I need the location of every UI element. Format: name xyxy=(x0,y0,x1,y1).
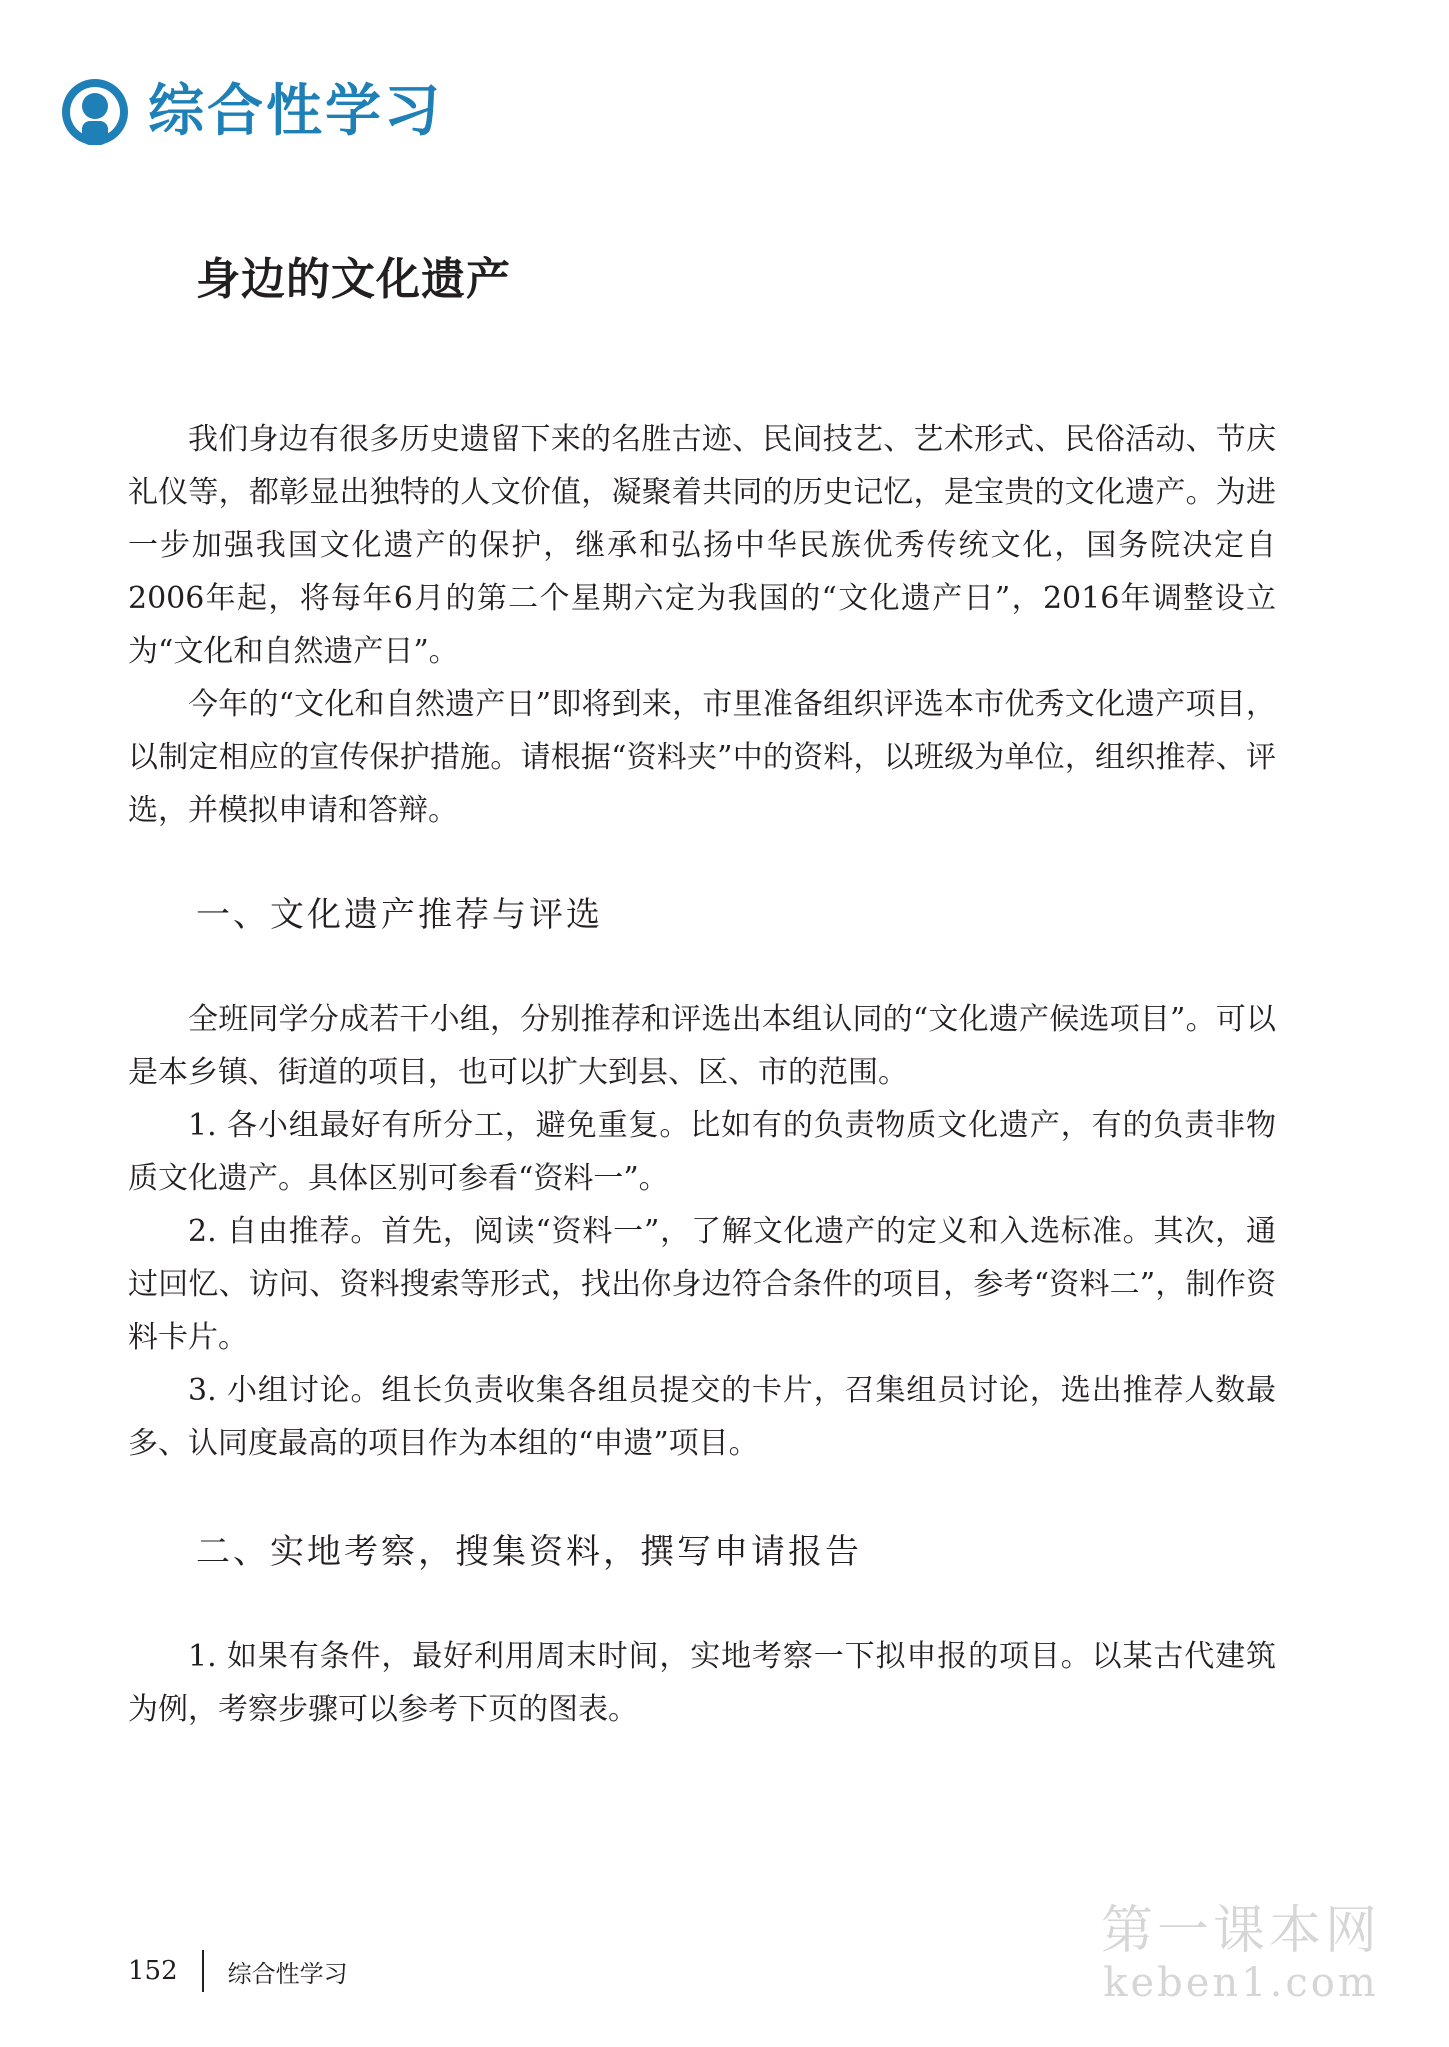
header-title: 综合性学习 xyxy=(148,79,443,144)
intro-section xyxy=(128,413,1276,837)
page-number: 152 xyxy=(128,1956,178,1986)
section-heading: 一、文化遗产推荐与评选 xyxy=(196,895,603,935)
page-header xyxy=(60,72,443,152)
section-body xyxy=(128,993,1276,1470)
section-paragraph: 2. 自由推荐。首先，阅读“资料一”，了解文化遗产的定义和入选标准。其次，通过回忆、访问、资料搜索等形式，找出你身边符合条件的项目，参考“资料二”，制作资料卡片。 xyxy=(128,1214,1276,1355)
section-paragraph: 1. 如果有条件，最好利用周末时间，实地考察一下拟申报的项目。以某古代建筑为例，考察步骤可以参考下页的图表。 xyxy=(128,1639,1276,1727)
watermark xyxy=(1100,1901,1381,2006)
section-heading: 二、实地考察，搜集资料，撰写申请报告 xyxy=(196,1532,862,1572)
section-paragraph: 1. 各小组最好有所分工，避免重复。比如有的负责物质文化遗产，有的负责非物质文化遗产。具体区别可参看“资料一”。 xyxy=(128,1108,1276,1196)
watermark-en: keben1.com xyxy=(1103,1960,1379,2006)
page-title: 身边的文化遗产 xyxy=(196,254,511,305)
intro-paragraph: 我们身边有很多历史遗留下来的名胜古迹、民间技艺、艺术形式、民俗活动、节庆礼仪等，都彰显出独特的人文价值，凝聚着共同的历史记忆，是宝贵的文化遗产。为进一步加强我国文化遗产的保护，继承和弘扬中华民族优秀传统文化，国务院决定自2006年起，将每年6月的第二个星期六定为我国的“文化遗产日”，2016年调整设立为“文化和自然遗产日”。 xyxy=(128,422,1276,669)
intro-paragraph: 今年的“文化和自然遗产日”即将到来，市里准备组织评选本市优秀文化遗产项目，以制定相应的宣传保护措施。请根据“资料夹”中的资料，以班级为单位，组织推荐、评选，并模拟申请和答辩。 xyxy=(128,687,1276,828)
section-paragraph: 全班同学分成若干小组，分别推荐和评选出本组认同的“文化遗产候选项目”。可以是本乡镇、街道的项目，也可以扩大到县、区、市的范围。 xyxy=(128,1002,1276,1090)
watermark-cn: 第一课本网 xyxy=(1100,1901,1381,1961)
section-paragraph: 3. 小组讨论。组长负责收集各组员提交的卡片，召集组员讨论，选出推荐人数最多、认同度最高的项目作为本组的“申遗”项目。 xyxy=(128,1373,1276,1461)
section-body xyxy=(128,1630,1276,1736)
footer-divider xyxy=(202,1950,204,1992)
footer-section-label: 综合性学习 xyxy=(227,1959,348,1988)
page-footer xyxy=(128,1950,348,1992)
person-icon xyxy=(60,77,130,147)
